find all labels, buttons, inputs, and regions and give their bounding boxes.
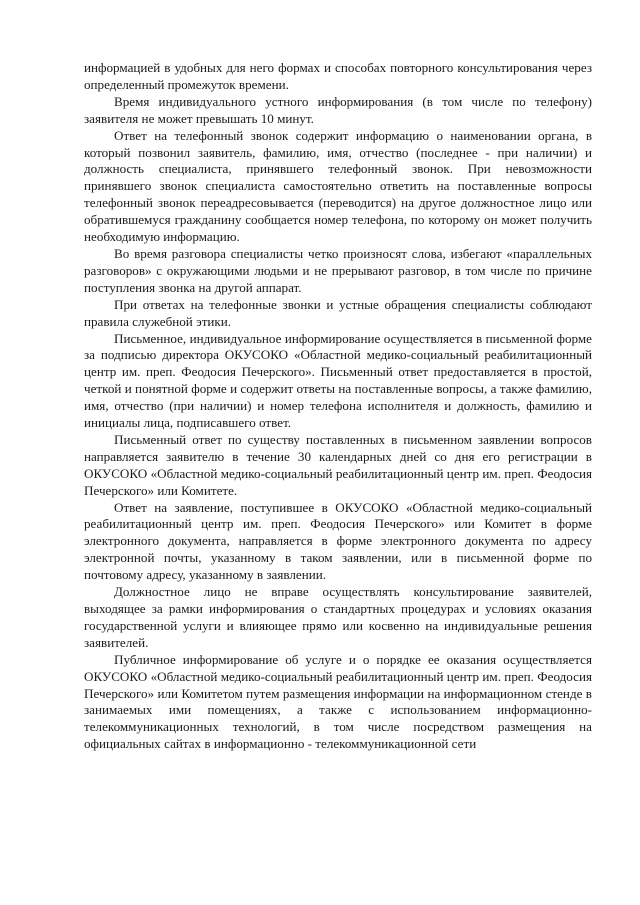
document-page <box>84 60 592 753</box>
paragraph-electronic-response: Ответ на заявление, поступившее в ОКУСОКО «Областной медико-социальный реабилитационный центр им. преп. Феодосия Печерского» или Комитет в форме электронного документа, направляется в форме электронного документа по адресу электронной почты, указанному в таком заявлении, или в письменной форме по почтовому адресу, указанному в заявлении. <box>84 499 592 583</box>
paragraph-oral-time-limit: Время индивидуального устного информирования (в том числе по телефону) заявителя не может превышать 10 минут. <box>84 93 592 126</box>
paragraph-ethics: При ответах на телефонные звонки и устные обращения специалисты соблюдают правила служебной этики. <box>84 296 592 329</box>
paragraph-continuation: информацией в удобных для него формах и способах повторного консультирования через определенный промежуток времени. <box>84 60 592 92</box>
paragraph-public-informing: Публичное информирование об услуге и о порядке ее оказания осуществляется ОКУСОКО «Областной медико-социальный реабилитационный центр им. преп. Феодосия Печерского» или Комитетом путем размещения информации на информационном стенде в занимаемых ими помещениях, а также с использованием информационно-телекоммуникационных технологий, в том числе посредством размещения на официальных сайтах в информационно - телекоммуникационной сети <box>84 651 592 752</box>
paragraph-written-informing: Письменное, индивидуальное информирование осуществляется в письменной форме за подписью директора ОКУСОКО «Областной медико-социальный реабилитационный центр им. преп. Феодосия Печерского». Письменный ответ предоставляется в простой, четкой и понятной форме и содержит ответы на поставленные вопросы, а также фамилию, имя, отчество (при наличии) и номер телефона исполнителя и должность, фамилию и инициалы лица, подписавшего ответ. <box>84 330 592 431</box>
paragraph-official-limits: Должностное лицо не вправе осуществлять консультирование заявителей, выходящее за рамки информирования о стандартных процедурах и условиях оказания государственной услуги и влияющее прямо или косвенно на индивидуальные решения заявителей. <box>84 584 592 650</box>
paragraph-conversation-rules: Во время разговора специалисты четко произносят слова, избегают «параллельных разговоров» с окружающими людьми и не прерывают разговор, в том числе по причине поступления звонка на другой аппарат. <box>84 245 592 295</box>
paragraph-written-response-term: Письменный ответ по существу поставленных в письменном заявлении вопросов направляется заявителю в течение 30 календарных дней со дня его регистрации в ОКУСОКО «Областной медико-социальный реабилитационный центр им. преп. Феодосия Печерского» или Комитете. <box>84 431 592 498</box>
paragraph-phone-answer: Ответ на телефонный звонок содержит информацию о наименовании органа, в который позвонил заявитель, фамилию, имя, отчество (последнее - при наличии) и должность специалиста, принявшего телефонный звонок. При невозможности принявшего звонок специалиста самостоятельно ответить на поставленные вопросы телефонный звонок переадресовывается (переводится) на другое должностное лицо или обратившемуся гражданину сообщается номер телефона, по которому он может получить необходимую информацию. <box>84 127 592 245</box>
